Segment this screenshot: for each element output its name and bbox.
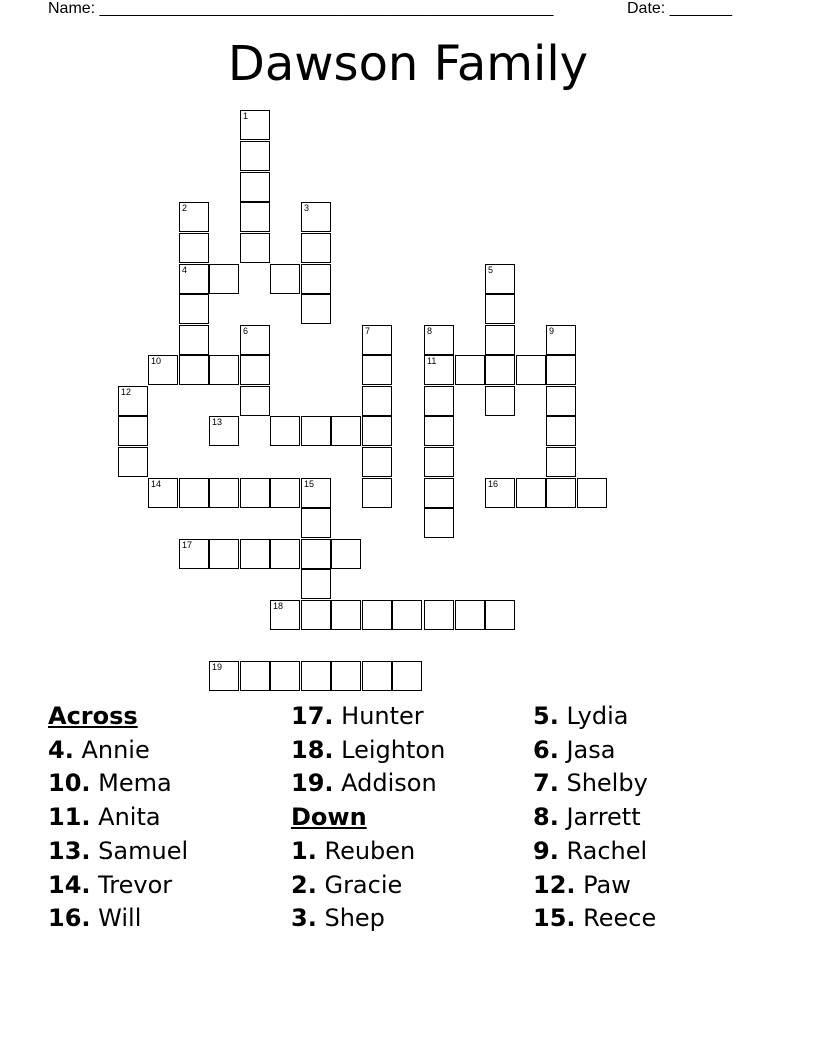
clue-column-1 xyxy=(48,700,188,936)
crossword-cell[interactable] xyxy=(362,447,392,477)
page-title: Dawson Family xyxy=(227,36,589,92)
crossword-cell[interactable] xyxy=(392,600,422,630)
cell-number: 8 xyxy=(427,326,433,336)
crossword-cell[interactable] xyxy=(331,539,361,569)
clue-number: 2. xyxy=(291,870,317,899)
clue-across-18 xyxy=(291,734,445,768)
crossword-cell[interactable] xyxy=(301,416,331,446)
clue-across-17 xyxy=(291,700,445,734)
crossword-cell[interactable] xyxy=(362,325,392,355)
crossword-cell[interactable] xyxy=(270,416,300,446)
crossword-cell[interactable] xyxy=(270,478,300,508)
clue-number: 11. xyxy=(48,803,91,832)
cell-number: 16 xyxy=(488,479,499,489)
clue-across-4 xyxy=(48,734,188,768)
across-heading: Across xyxy=(48,702,138,730)
crossword-cell[interactable] xyxy=(240,325,270,355)
clue-number: 13. xyxy=(48,836,91,865)
clue-text: Will xyxy=(98,904,142,933)
clue-number: 12. xyxy=(533,870,576,899)
clue-number: 6. xyxy=(533,735,559,764)
crossword-cell[interactable] xyxy=(546,325,576,355)
cell-number: 12 xyxy=(121,387,132,397)
crossword-cell[interactable] xyxy=(240,661,270,691)
clue-down-15 xyxy=(533,902,656,936)
crossword-cell[interactable] xyxy=(240,355,270,385)
crossword-cell[interactable] xyxy=(301,661,331,691)
crossword-cell[interactable] xyxy=(240,141,270,171)
crossword-cell[interactable] xyxy=(546,416,576,446)
clue-down-6 xyxy=(533,734,656,768)
crossword-cell[interactable] xyxy=(485,478,515,508)
crossword-cell[interactable] xyxy=(240,539,270,569)
clue-text: Jasa xyxy=(566,735,616,764)
cell-number: 13 xyxy=(212,417,223,427)
crossword-cell[interactable] xyxy=(424,416,454,446)
clue-text: Jarrett xyxy=(566,803,641,832)
clue-column-2 xyxy=(291,700,445,936)
crossword-cell[interactable] xyxy=(179,264,209,294)
crossword-cell[interactable] xyxy=(301,600,331,630)
crossword-cell[interactable] xyxy=(485,264,515,294)
clue-text: Rachel xyxy=(566,836,648,865)
crossword-cell[interactable] xyxy=(424,478,454,508)
crossword-cell[interactable] xyxy=(424,355,454,385)
clue-down-3 xyxy=(291,902,445,936)
cell-number: 5 xyxy=(488,265,494,275)
cell-number: 19 xyxy=(212,662,223,672)
crossword-cell[interactable] xyxy=(209,264,239,294)
clue-across-14 xyxy=(48,869,188,903)
clue-down-9 xyxy=(533,835,656,869)
cell-number: 6 xyxy=(243,326,249,336)
crossword-cell[interactable] xyxy=(362,386,392,416)
cell-number: 11 xyxy=(427,356,437,366)
clue-text: Paw xyxy=(583,870,631,899)
clue-across-11 xyxy=(48,801,188,835)
clue-number: 17. xyxy=(291,702,334,730)
crossword-cell[interactable] xyxy=(209,539,239,569)
clue-number: 1. xyxy=(291,836,317,865)
crossword-cell[interactable] xyxy=(209,661,239,691)
clue-number: 18. xyxy=(291,735,334,764)
crossword-cell[interactable] xyxy=(209,355,239,385)
crossword-cell[interactable] xyxy=(301,478,331,508)
clue-text: Reece xyxy=(583,904,657,933)
clue-text: Lydia xyxy=(566,702,629,730)
clue-number: 4. xyxy=(48,735,74,764)
crossword-cell[interactable] xyxy=(424,508,454,538)
crossword-cell[interactable] xyxy=(209,478,239,508)
crossword-cell[interactable] xyxy=(516,355,546,385)
clue-text: Reuben xyxy=(324,836,416,865)
clue-text: Hunter xyxy=(341,702,424,730)
crossword-cell[interactable] xyxy=(331,661,361,691)
crossword-cell[interactable] xyxy=(270,264,300,294)
crossword-cell[interactable] xyxy=(270,661,300,691)
crossword-cell[interactable] xyxy=(118,386,148,416)
clue-text: Annie xyxy=(81,735,150,764)
crossword-cell[interactable] xyxy=(179,539,209,569)
crossword-cell[interactable] xyxy=(240,202,270,232)
cell-number: 9 xyxy=(549,326,555,336)
crossword-cell[interactable] xyxy=(179,202,209,232)
crossword-cell[interactable] xyxy=(424,600,454,630)
crossword-cell[interactable] xyxy=(485,325,515,355)
crossword-cell[interactable] xyxy=(240,233,270,263)
crossword-cell[interactable] xyxy=(179,294,209,324)
crossword-cell[interactable] xyxy=(455,600,485,630)
crossword-cell[interactable] xyxy=(209,416,239,446)
crossword-cell[interactable] xyxy=(392,661,422,691)
crossword-cell[interactable] xyxy=(546,386,576,416)
crossword-cell[interactable] xyxy=(331,600,361,630)
clue-column-3 xyxy=(533,700,656,936)
clue-number: 14. xyxy=(48,870,91,899)
crossword-cell[interactable] xyxy=(362,478,392,508)
crossword-cell[interactable] xyxy=(118,416,148,446)
cell-number: 17 xyxy=(182,540,193,550)
crossword-cell[interactable] xyxy=(516,478,546,508)
clue-text: Gracie xyxy=(324,870,403,899)
crossword-cell[interactable] xyxy=(240,478,270,508)
crossword-cell[interactable] xyxy=(301,202,331,232)
clue-text: Samuel xyxy=(98,836,189,865)
cell-number: 7 xyxy=(365,326,371,336)
crossword-cell[interactable] xyxy=(301,264,331,294)
clue-text: Shep xyxy=(324,904,385,933)
crossword-cell[interactable] xyxy=(424,325,454,355)
crossword-cell[interactable] xyxy=(240,110,270,140)
cell-number: 10 xyxy=(151,356,162,366)
crossword-cell[interactable] xyxy=(485,294,515,324)
name-field-label: Name: ___________________________________________________ xyxy=(48,0,554,17)
clue-number: 16. xyxy=(48,904,91,933)
cell-number: 1 xyxy=(243,111,249,121)
crossword-cell[interactable] xyxy=(362,416,392,446)
clue-down-7 xyxy=(533,767,656,801)
crossword-cell[interactable] xyxy=(179,325,209,355)
clue-text: Leighton xyxy=(341,735,446,764)
clue-across-10 xyxy=(48,767,188,801)
crossword-cell[interactable] xyxy=(301,233,331,263)
crossword-cell[interactable] xyxy=(179,478,209,508)
cell-number: 15 xyxy=(304,479,315,489)
crossword-cell[interactable] xyxy=(270,600,300,630)
crossword-cell[interactable] xyxy=(485,355,515,385)
cell-number: 14 xyxy=(151,479,162,489)
clue-across-19 xyxy=(291,767,445,801)
clue-text: Mema xyxy=(98,769,172,798)
crossword-cell[interactable] xyxy=(424,447,454,477)
clue-number: 10. xyxy=(48,769,91,798)
crossword-cell[interactable] xyxy=(240,386,270,416)
clue-down-8 xyxy=(533,801,656,835)
crossword-cell[interactable] xyxy=(485,386,515,416)
clue-down-1 xyxy=(291,835,445,869)
clue-number: 7. xyxy=(533,769,559,798)
cell-number: 2 xyxy=(182,203,188,213)
crossword-cell[interactable] xyxy=(301,508,331,538)
crossword-cell[interactable] xyxy=(148,355,178,385)
cell-number: 4 xyxy=(182,265,188,275)
crossword-cell[interactable] xyxy=(546,355,576,385)
crossword-cell[interactable] xyxy=(362,355,392,385)
clue-number: 5. xyxy=(533,702,559,730)
crossword-cell[interactable] xyxy=(485,600,515,630)
crossword-cell[interactable] xyxy=(148,478,178,508)
cell-number: 3 xyxy=(304,203,310,213)
clue-across-16 xyxy=(48,902,188,936)
crossword-cell[interactable] xyxy=(301,569,331,599)
crossword-cell[interactable] xyxy=(301,294,331,324)
clue-text: Anita xyxy=(98,803,161,832)
clue-number: 19. xyxy=(291,769,334,798)
crossword-cell[interactable] xyxy=(179,355,209,385)
crossword-cell[interactable] xyxy=(546,447,576,477)
clue-text: Addison xyxy=(341,769,437,798)
clue-text: Trevor xyxy=(98,870,173,899)
clue-down-5 xyxy=(533,700,656,734)
crossword-cell[interactable] xyxy=(424,386,454,416)
clue-number: 3. xyxy=(291,904,317,933)
clue-down-2 xyxy=(291,869,445,903)
crossword-cell[interactable] xyxy=(577,478,607,508)
crossword-cell[interactable] xyxy=(179,233,209,263)
crossword-cell[interactable] xyxy=(546,478,576,508)
down-heading: Down xyxy=(291,803,367,832)
cell-number: 18 xyxy=(273,601,284,611)
clue-text: Shelby xyxy=(566,769,648,798)
crossword-cell[interactable] xyxy=(301,539,331,569)
crossword-cell[interactable] xyxy=(118,447,148,477)
crossword-cell[interactable] xyxy=(455,355,485,385)
clue-down-12 xyxy=(533,869,656,903)
date-field-label: Date: _______ xyxy=(627,0,732,17)
crossword-cell[interactable] xyxy=(331,416,361,446)
clue-number: 8. xyxy=(533,803,559,832)
crossword-cell[interactable] xyxy=(362,600,392,630)
crossword-cell[interactable] xyxy=(270,539,300,569)
clue-number: 15. xyxy=(533,904,576,933)
clue-across-13 xyxy=(48,835,188,869)
crossword-cell[interactable] xyxy=(240,172,270,202)
clue-number: 9. xyxy=(533,836,559,865)
crossword-cell[interactable] xyxy=(362,661,392,691)
